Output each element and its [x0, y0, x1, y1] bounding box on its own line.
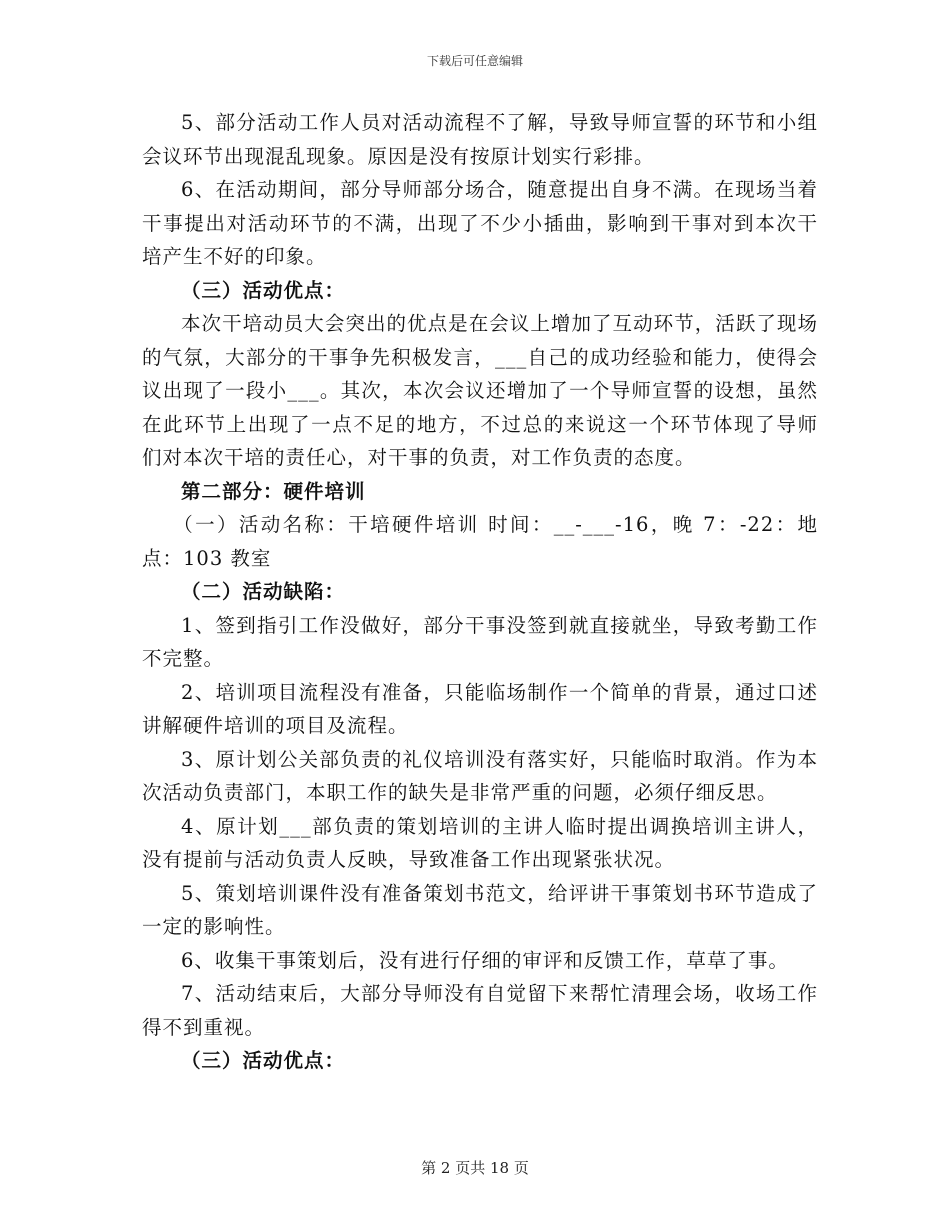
paragraph-defect-2: 2、培训项目流程没有准备，只能临场制作一个简单的背景，通过口述讲解硬件培训的项目及流程。	[142, 680, 818, 737]
paragraph-defect-4: 4、原计划___部负责的策划培训的主讲人临时提出调换培训主讲人，没有提前与活动负责人反映，导致准备工作出现紧张状况。	[142, 814, 818, 871]
section-heading-defects: （二）活动缺陷：	[181, 580, 346, 603]
paragraph-activity-name: （一）活动名称：干培硬件培训 时间：__-___-16，晚 7：-22：地点：103 教室	[142, 513, 818, 570]
paragraph-item-6-mentors: 6、在活动期间，部分导师部分场合，随意提出自身不满。在现场当着干事提出对活动环节的不满，出现了不少小插曲，影响到干事对到本次干培产生不好的印象。	[142, 178, 818, 268]
paragraph-advantages-body: 本次干培动员大会突出的优点是在会议上增加了互动环节，活跃了现场的气氛，大部分的干事争先积极发言，___自己的成功经验和能力，使得会议出现了一段小___。其次，本次会议还增加了一个导师宣誓的设想，虽然在此环节上出现了一点不足的地方，不过总的来说这一个环节体现了导师们对本次干培的责任心，对干事的负责，对工作负责的态度。	[142, 312, 818, 469]
document-body	[142, 106, 818, 1078]
paragraph-defect-7: 7、活动结束后，大部分导师没有自觉留下来帮忙清理会场，收场工作得不到重视。	[142, 982, 818, 1039]
paragraph-item-5-staff: 5、部分活动工作人员对活动流程不了解，导致导师宣誓的环节和小组会议环节出现混乱现象。原因是没有按原计划实行彩排。	[142, 111, 818, 168]
paragraph-defect-5: 5、策划培训课件没有准备策划书范文，给评讲干事策划书环节造成了一定的影响性。	[142, 881, 818, 938]
page-footer: 第 2 页共 18 页	[421, 1159, 529, 1177]
paragraph-defect-1: 1、签到指引工作没做好，部分干事没签到就直接就坐，导致考勤工作不完整。	[142, 613, 818, 670]
paragraph-defect-6: 6、收集干事策划后，没有进行仔细的审评和反馈工作，草草了事。	[181, 948, 789, 972]
paragraph-defect-3: 3、原计划公关部负责的礼仪培训没有落实好，只能临时取消。作为本次活动负责部门，本职工作的缺失是非常严重的问题，必须仔细反思。	[142, 747, 818, 804]
section-heading-advantages-2: （三）活动优点：	[181, 1049, 346, 1072]
section-heading-advantages: （三）活动优点：	[181, 278, 346, 302]
page-header: 下载后可任意编辑	[426, 54, 523, 68]
part-heading-hardware-training: 第二部分：硬件培训	[181, 479, 366, 503]
